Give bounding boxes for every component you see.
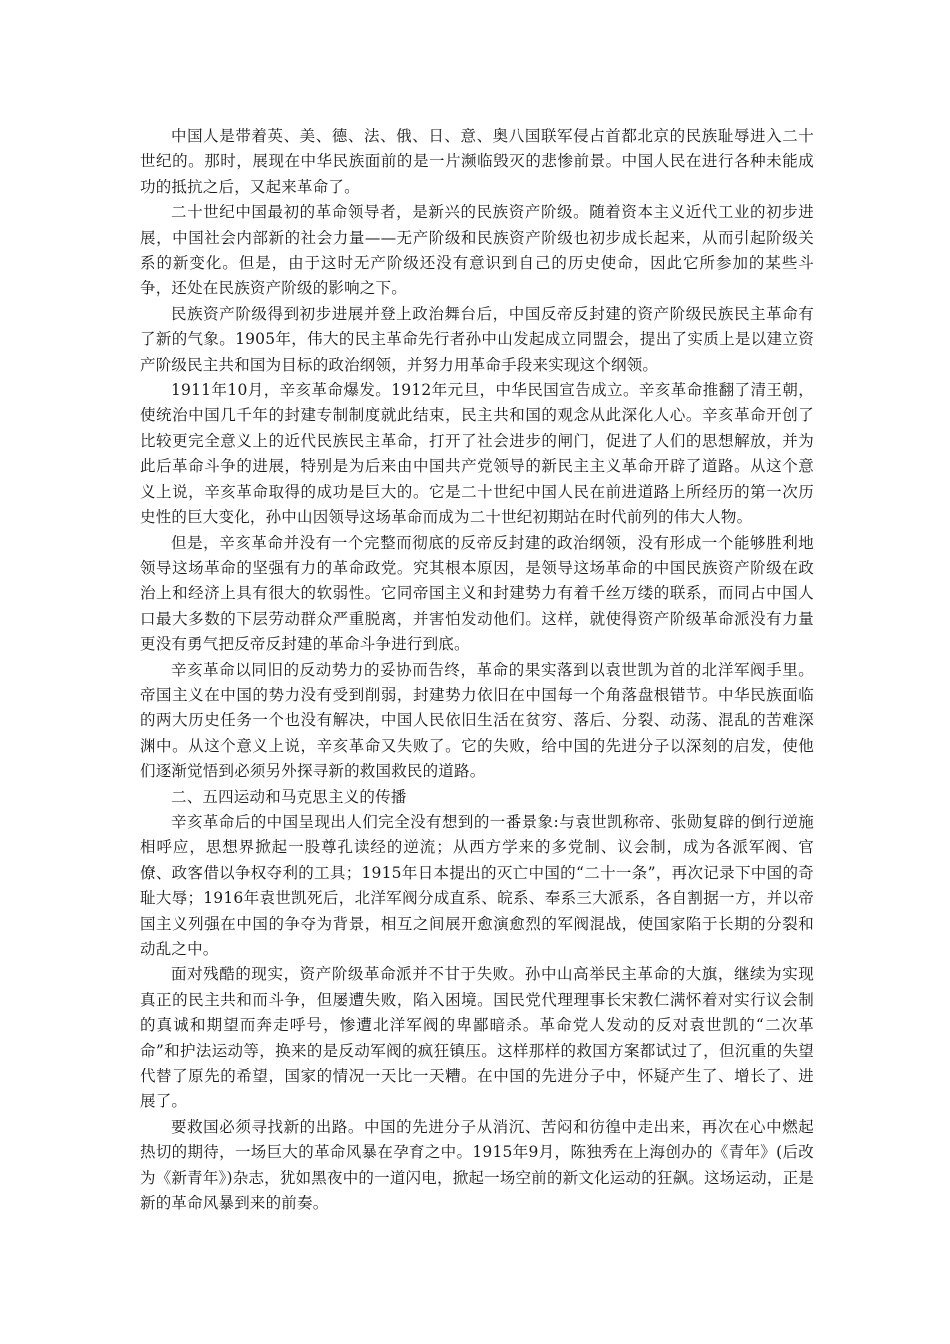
paragraph: 辛亥革命后的中国呈现出人们完全没有想到的一番景象:与袁世凯称帝、张勋复辟的倒行逆施相呼应，思想界掀起一股尊孔读经的逆流；从西方学来的多党制、议会制，成为各派军阀、官僚、政客借以争权夺利的工具；1915年日本提出的灭亡中国的“二十一条”，再次记录下中国的奇耻大辱；1916年袁世凯死后，北洋军阀分成直系、皖系、奉系三大派系，各自割据一方，并以帝国主义列强在中国的争夺为背景，相互之间展开愈演愈烈的军阀混战，使国家陷于长期的分裂和动乱之中。 [140, 812, 814, 958]
paragraph: 二十世纪中国最初的革命领导者，是新兴的民族资产阶级。随着资本主义近代工业的初步进展，中国社会内部新的社会力量——无产阶级和民族资产阶级也初步成长起来，从而引起阶级关系的新变化。但是，由于这时无产阶级还没有意识到自己的历史使命，因此它所参加的某些斗争，还处在民族资产阶级的影响之下。 [140, 203, 814, 298]
section-heading: 二、五四运动和马克思主义的传播 [171, 787, 407, 806]
document-body [140, 124, 814, 1216]
paragraph: 面对残酷的现实，资产阶级革命派并不甘于失败。孙中山高举民主革命的大旗，继续为实现真正的民主共和而斗争，但屡遭失败，陷入困境。国民党代理理事长宋教仁满怀着对实行议会制的真诚和期望而奔走呼号，惨遭北洋军阀的卑鄙暗杀。革命党人发动的反对袁世凯的“二次革命”和护法运动等，换来的是反动军阀的疯狂镇压。这样那样的救国方案都试过了，但沉重的失望代替了原先的希望，国家的情况一天比一天糟。在中国的先进分子中，怀疑产生了、增长了、进展了。 [140, 965, 814, 1111]
paragraph: 中国人是带着英、美、德、法、俄、日、意、奥八国联军侵占首都北京的民族耻辱进入二十世纪的。那时，展现在中华民族面前的是一片濒临毁灭的悲惨前景。中国人民在进行各种未能成功的抵抗之后，又起来革命了。 [140, 127, 814, 196]
paragraph: 民族资产阶级得到初步进展并登上政治舞台后，中国反帝反封建的资产阶级民族民主革命有了新的气象。1905年，伟大的民主革命先行者孙中山发起成立同盟会，提出了实质上是以建立资产阶级民主共和国为目标的政治纲领，并努力用革命手段来实现这个纲领。 [140, 304, 814, 374]
paragraph: 1911年10月，辛亥革命爆发。1912年元旦，中华民国宣告成立。辛亥革命推翻了清王朝，使统治中国几千年的封建专制制度就此结束，民主共和国的观念从此深化人心。辛亥革命开创了比较更完全意义上的近代民族民主革命，打开了社会进步的闸门，促进了人们的思想解放，并为此后革命斗争的进展，特别是为后来由中国共产党领导的新民主主义革命开辟了道路。从这个意义上说，辛亥革命取得的成功是巨大的。它是二十世纪中国人民在前进道路上所经历的第一次历史性的巨大变化，孙中山因领导这场革命而成为二十世纪初期站在时代前列的伟大人物。 [140, 381, 814, 527]
paragraph: 辛亥革命以同旧的反动势力的妥协而告终，革命的果实落到以袁世凯为首的北洋军阀手里。帝国主义在中国的势力没有受到削弱，封建势力依旧在中国每一个角落盘根错节。中华民族面临的两大历史任务一个也没有解决，中国人民依旧生活在贫穷、落后、分裂、动荡、混乱的苦难深渊中。从这个意义上说，辛亥革命又失败了。它的失败，给中国的先进分子以深刻的启发，使他们逐渐觉悟到必须另外探寻新的救国救民的道路。 [140, 660, 814, 781]
paragraph: 但是，辛亥革命并没有一个完整而彻底的反帝反封建的政治纲领，没有形成一个能够胜利地领导这场革命的坚强有力的革命政党。究其根本原因，是领导这场革命的中国民族资产阶级在政治上和经济上具有很大的软弱性。它同帝国主义和封建势力有着千丝万缕的联系，而同占中国人口最大多数的下层劳动群众严重脱离，并害怕发动他们。这样，就使得资产阶级革命派没有力量更没有勇气把反帝反封建的革命斗争进行到底。 [140, 533, 814, 654]
paragraph: 要救国必须寻找新的出路。中国的先进分子从消沉、苦闷和彷徨中走出来，再次在心中燃起热切的期待，一场巨大的革命风暴在孕育之中。1915年9月，陈独秀在上海创办的《青年》(后改为《新青年》)杂志，犹如黑夜中的一道闪电，掀起一场空前的新文化运动的狂飙。这场运动，正是新的革命风暴到来的前奏。 [140, 1117, 814, 1213]
